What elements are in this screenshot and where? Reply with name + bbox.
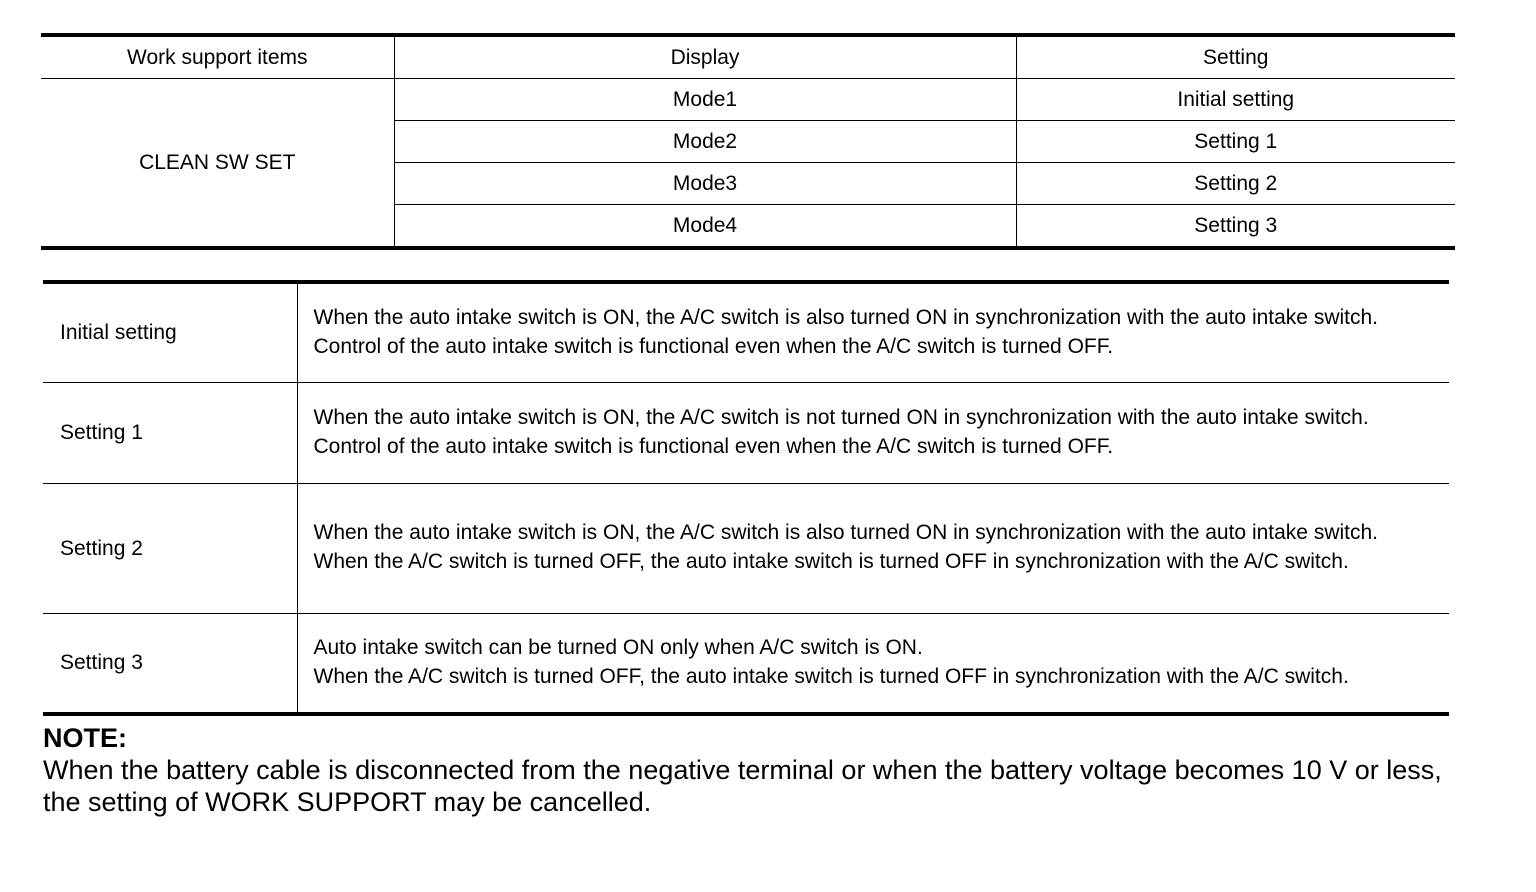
note-block <box>43 722 1463 818</box>
setting-description <box>297 282 1449 382</box>
description-line: When the auto intake switch is ON, the A/C switch is also turned ON in synchronization with the auto intake switch. <box>313 521 1378 544</box>
setting-label: Setting 2 <box>43 483 297 613</box>
note-text: When the battery cable is disconnected from the negative terminal or when the battery voltage becomes 10 V or less, the setting of WORK SUPPORT may be cancelled. <box>43 755 1442 817</box>
setting-label: Setting 1 <box>43 382 297 483</box>
header-display: Display <box>394 35 1016 79</box>
description-line: When the A/C switch is turned OFF, the auto intake switch is turned OFF in synchronization with the A/C switch. <box>313 550 1349 573</box>
setting-label: Initial setting <box>43 282 297 382</box>
description-line: When the A/C switch is turned OFF, the auto intake switch is turned OFF in synchronization with the A/C switch. <box>313 664 1349 688</box>
header-work-support-items: Work support items <box>41 35 394 79</box>
table-header-row <box>41 35 1455 79</box>
setting-cell: Setting 3 <box>1016 205 1455 249</box>
setting-description <box>297 613 1449 714</box>
table-row <box>43 613 1449 714</box>
display-cell: Mode2 <box>394 121 1016 163</box>
table-row <box>41 79 1455 121</box>
setting-label: Setting 3 <box>43 613 297 714</box>
display-cell: Mode3 <box>394 163 1016 205</box>
description-line: Control of the auto intake switch is functional even when the A/C switch is turned OFF. <box>313 434 1114 458</box>
description-line: Control of the auto intake switch is functional even when the A/C switch is turned OFF. <box>313 334 1114 358</box>
work-support-item-name: CLEAN SW SET <box>139 150 296 174</box>
note-title: NOTE: <box>43 723 127 753</box>
description-line: When the auto intake switch is ON, the A/C switch is not turned ON in synchronization with the auto intake switch. <box>313 405 1369 429</box>
work-support-table <box>41 33 1455 250</box>
setting-cell: Setting 1 <box>1016 121 1455 163</box>
settings-description-table <box>43 280 1449 716</box>
table-row <box>43 282 1449 382</box>
setting-description <box>297 382 1449 483</box>
setting-description <box>297 483 1449 613</box>
table-row <box>43 382 1449 483</box>
description-line: When the auto intake switch is ON, the A/C switch is also turned ON in synchronization with the auto intake switch. <box>313 305 1378 329</box>
description-line: Auto intake switch can be turned ON only when A/C switch is ON. <box>313 635 923 659</box>
header-setting: Setting <box>1016 35 1455 79</box>
display-cell: Mode1 <box>394 79 1016 121</box>
display-cell: Mode4 <box>394 205 1016 249</box>
setting-cell: Initial setting <box>1016 79 1455 121</box>
table-row <box>43 483 1449 613</box>
setting-cell: Setting 2 <box>1016 163 1455 205</box>
